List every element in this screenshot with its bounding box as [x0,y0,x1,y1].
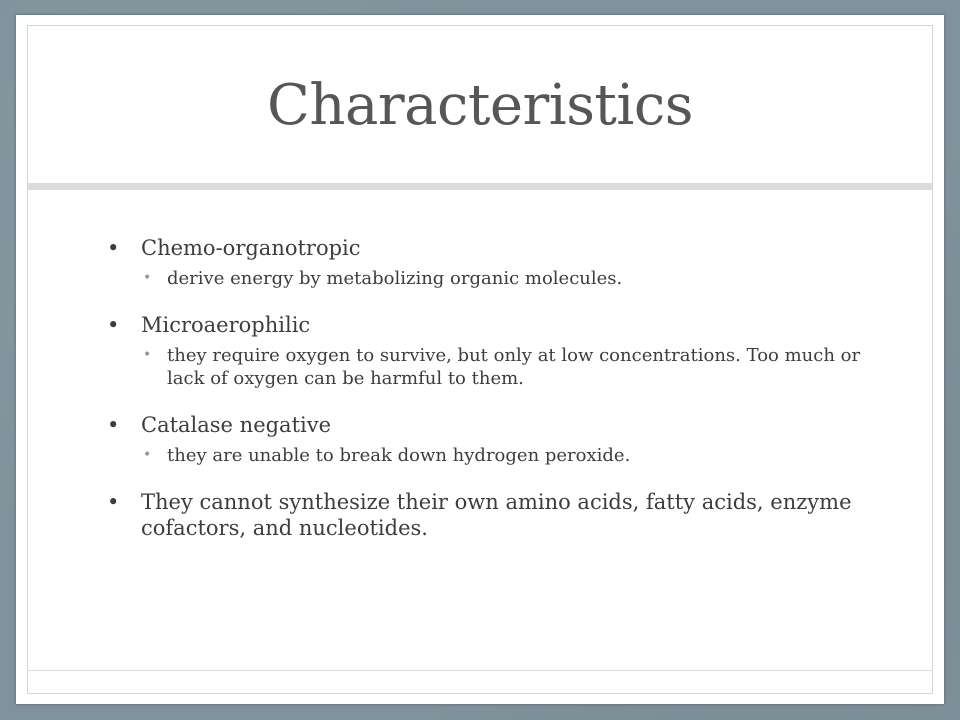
sub-bullet-item [141,344,885,390]
sub-bullet-list [141,344,885,390]
sub-bullet-list [141,267,885,290]
slide-title: Characteristics [267,73,693,138]
slide [16,15,944,704]
bullet-list [105,235,885,553]
sub-bullet-item [141,444,885,467]
sub-bullet-dot-icon: • [143,270,152,286]
bullet-item [105,312,885,390]
bullet-dot-icon: • [107,236,120,260]
bullet-item [105,235,885,290]
bullet-item [105,412,885,467]
bullet-text: Catalase negative [141,413,332,437]
sub-bullet-list [141,444,885,467]
title-area [27,25,933,183]
bullet-dot-icon: • [107,490,120,514]
bullet-text: Chemo-organotropic [141,236,361,260]
sub-bullet-dot-icon: • [143,347,152,363]
title-divider [27,183,933,190]
bullet-dot-icon: • [107,413,120,437]
sub-bullet-dot-icon: • [143,447,152,463]
bullet-item [105,489,885,541]
sub-bullet-text: derive energy by metabolizing organic molecules. [167,268,623,289]
sub-bullet-item [141,267,885,290]
bullet-dot-icon: • [107,313,120,337]
bullet-text: Microaerophilic [141,313,311,337]
footer-divider [27,670,933,671]
sub-bullet-text: they are unable to break down hydrogen peroxide. [167,445,631,466]
sub-bullet-text: they require oxygen to survive, but only at low concentrations. Too much or lack of oxygen can be harmful to them. [167,345,861,389]
bullet-text: They cannot synthesize their own amino acids, fatty acids, enzyme cofactors, and nucleotides. [141,490,852,540]
